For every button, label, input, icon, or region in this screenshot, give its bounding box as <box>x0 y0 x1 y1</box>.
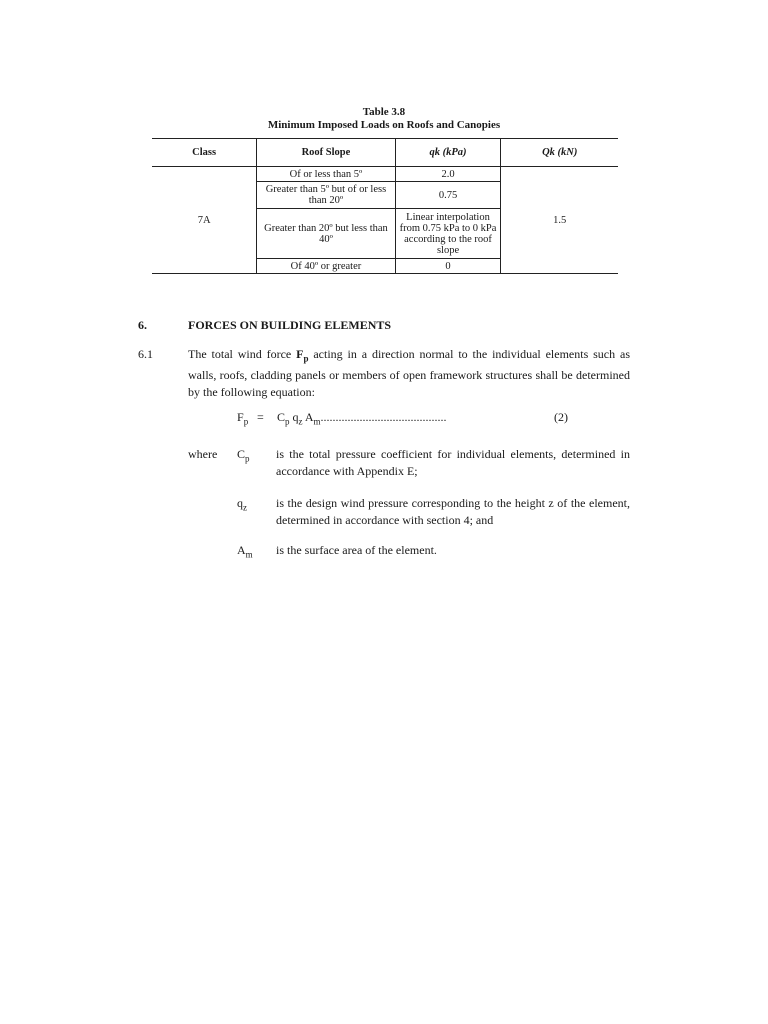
definition-text-am: is the surface area of the element. <box>276 543 437 557</box>
qk-cell: 2.0 <box>395 167 501 182</box>
equation-rhs: $C_p$ $q_z$ $A_m$.......................................... <box>277 410 447 427</box>
Qk-cell: 1.5 <box>501 167 618 274</box>
paragraph-text <box>188 346 630 401</box>
slope-cell: Of 40º or greater <box>257 259 395 274</box>
paragraph-text-after: acting in a direction normal to the individual elements such as walls, roofs, cladding panels or members of open framework structures shall be determined by the following equation: <box>188 347 630 400</box>
class-cell: 7A <box>152 167 257 274</box>
table-row <box>152 167 618 182</box>
table-title: Minimum Imposed Loads on Roofs and Canopies <box>267 119 501 131</box>
qk-cell: 0 <box>395 259 501 274</box>
slope-cell: Of or less than 5º <box>257 167 395 182</box>
section-title: FORCES ON BUILDING ELEMENTS <box>188 318 392 332</box>
equation-number: (2) <box>554 410 568 424</box>
equation-equals: = <box>257 410 264 424</box>
equation-dots: .......................................... <box>320 410 447 424</box>
definition-symbol-cp: $C_p$ <box>237 447 250 464</box>
definition-symbol-am: $A_m$ <box>237 543 253 560</box>
qk-cell: Linear interpolation from 0.75 kPa to 0 kPa according to the roof slope <box>395 209 501 259</box>
definition-text-qz: is the design wind pressure corresponding to the height z of the element, determined in accordance with section 4; and <box>276 496 630 527</box>
paragraph-text-before: The total wind force <box>188 347 297 361</box>
equation-lhs: $F_p$ <box>237 410 249 427</box>
header-Qk: Qk (kN) <box>501 139 618 167</box>
header-qk: qk (kPa) <box>395 139 501 167</box>
header-class: Class <box>152 139 257 167</box>
definition-text-cp: is the total pressure coefficient for individual elements, determined in accordance with Appendix E; <box>276 447 630 478</box>
table-number: Table 3.8 <box>362 106 406 118</box>
definition-symbol-qz: $q_z$ <box>237 496 247 513</box>
qk-cell: 0.75 <box>395 182 501 209</box>
where-label: where <box>188 447 218 461</box>
slope-cell: Greater than 5º but of or less than 20º <box>257 182 395 209</box>
paragraph-symbol: $F_p$ <box>296 347 309 364</box>
section-number: 6. <box>138 318 147 332</box>
imposed-loads-table <box>152 138 618 274</box>
table-header-row <box>152 139 618 167</box>
paragraph-number: 6.1 <box>138 347 153 361</box>
slope-cell: Greater than 20º but less than 40º <box>257 209 395 259</box>
table-caption <box>150 106 618 132</box>
header-roof-slope: Roof Slope <box>257 139 395 167</box>
